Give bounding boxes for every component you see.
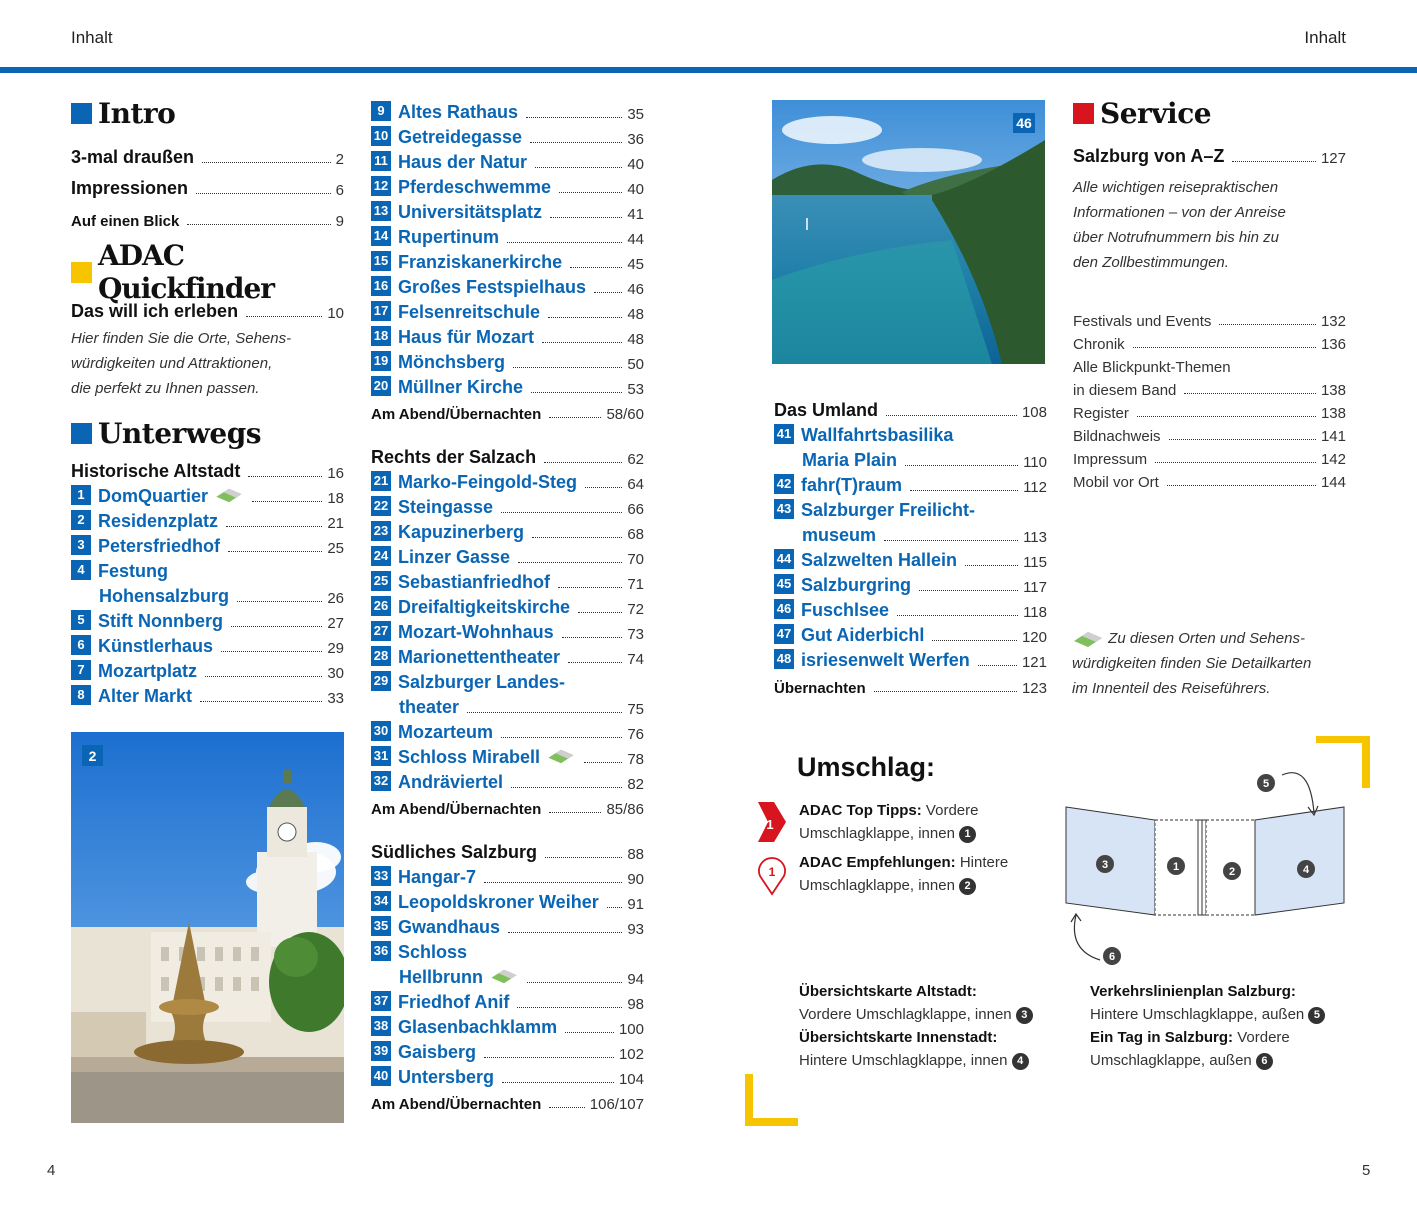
entry-number-badge: 25 [371, 571, 391, 591]
toc-entry[interactable]: 40 Untersberg 104 [371, 1063, 644, 1088]
entry-number-badge: 3 [71, 535, 91, 555]
toc-entry[interactable]: 35 Gwandhaus 93 [371, 913, 644, 938]
toc-entry[interactable]: 31 Schloss Mirabell 78 [371, 743, 644, 768]
quickfinder-description: Hier finden Sie die Orte, Sehens- würdigkeiten und Attraktionen, die perfekt zu Ihnen passen. [71, 330, 292, 397]
suedlich-list [371, 863, 644, 1088]
toc-entry[interactable]: 10 Getreidegasse 36 [371, 123, 644, 148]
cover-maps-right: Verkehrslinienplan Salzburg: Hintere Umschlagklappe, außen 5 Ein Tag in Salzburg: Vordere Umschlagklappe, außen 6 [1090, 980, 1360, 1072]
map-note: Zu diesen Orten und Sehens- würdigkeiten finden Sie Detailkarten im Innenteil des Reiseführers. [1072, 630, 1312, 697]
toc-entry[interactable]: 14 Rupertinum 44 [371, 223, 644, 248]
toc-entry[interactable]: 39 Gaisberg 102 [371, 1038, 644, 1063]
entry-number-badge: 35 [371, 916, 391, 936]
toc-entry[interactable]: 4 Festung [71, 557, 344, 582]
toc-column-1 [71, 95, 344, 707]
toc-entry[interactable]: Mobil vor Ort 144 [1073, 474, 1346, 491]
entry-number-badge: 41 [774, 424, 794, 444]
entry-number-badge: 42 [774, 474, 794, 494]
toc-evening[interactable]: Am Abend/Übernachten 85/86 [371, 801, 644, 818]
toc-entry[interactable]: 7 Mozartplatz 30 [71, 657, 344, 682]
entry-number-badge: 30 [371, 721, 391, 741]
toc-column-4 [1073, 95, 1346, 491]
toc-entry[interactable]: 17 Felsenreitschule 48 [371, 298, 644, 323]
toc-entry[interactable]: 44 Salzwelten Hallein 115 [774, 546, 1047, 571]
number-circle: 3 [1016, 1007, 1033, 1024]
toc-entry-continued[interactable]: Hellbrunn 94 [399, 967, 644, 988]
toc-entry[interactable]: Übernachten 123 [774, 680, 1047, 697]
umland-list [774, 421, 1047, 671]
entry-number-badge: 36 [371, 941, 391, 961]
toc-entry[interactable]: 3-mal draußen 2 [71, 147, 344, 168]
toc-column-2 [371, 98, 644, 1113]
diagram-label-3: 3 [1101, 859, 1109, 871]
entry-number-badge: 37 [371, 991, 391, 1011]
toc-entry[interactable]: 18 Haus für Mozart 48 [371, 323, 644, 348]
entry-number-badge: 28 [371, 646, 391, 666]
entry-number-badge: 11 [371, 151, 391, 171]
toc-entry[interactable]: 33 Hangar-7 90 [371, 863, 644, 888]
entry-number-badge: 33 [371, 866, 391, 886]
toc-entry[interactable]: 2 Residenzplatz 21 [71, 507, 344, 532]
toc-entry[interactable]: 13 Universitätsplatz 41 [371, 198, 644, 223]
toc-entry[interactable]: 22 Steingasse 66 [371, 493, 644, 518]
cover-maps-left: Übersichtskarte Altstadt: Vordere Umschlagklappe, innen 3 Übersichtskarte Innenstadt: Hintere Umschlagklappe, innen 4 [799, 980, 1059, 1072]
entry-number-badge: 22 [371, 496, 391, 516]
entry-number-badge: 44 [774, 549, 794, 569]
toc-entry[interactable]: 5 Stift Nonnberg 27 [71, 607, 344, 632]
toc-entry[interactable]: 23 Kapuzinerberg 68 [371, 518, 644, 543]
diagram-label-2: 2 [1228, 866, 1236, 878]
toc-entry[interactable]: 42 fahr(T)raum 112 [774, 471, 1047, 496]
entry-number-badge: 47 [774, 624, 794, 644]
entry-number-badge: 6 [71, 635, 91, 655]
cover-empfehlungen: ADAC Empfehlungen: Hintere Umschlagklappe, innen 2 [799, 854, 1009, 894]
toc-entry[interactable]: 32 Andräviertel 82 [371, 768, 644, 793]
toc-entry[interactable]: 25 Sebastianfriedhof 71 [371, 568, 644, 593]
toc-entry[interactable]: Impressum 142 [1073, 451, 1346, 468]
unterwegs-list [71, 482, 344, 707]
toc-entry[interactable]: Festivals und Events 132 [1073, 313, 1346, 330]
entry-number-badge: 13 [371, 201, 391, 221]
toc-entry[interactable]: 28 Marionettentheater 74 [371, 643, 644, 668]
toc-entry[interactable]: 11 Haus der Natur 40 [371, 148, 644, 173]
detail-map-icon [214, 486, 244, 504]
toc-column-3 [774, 392, 1047, 697]
entry-number-badge: 32 [371, 771, 391, 791]
toc-entry[interactable]: Alle Blickpunkt-Themen [1073, 359, 1231, 376]
number-circle: 4 [1012, 1053, 1029, 1070]
entry-number-badge: 1 [71, 485, 91, 505]
entry-number-badge: 24 [371, 546, 391, 566]
toc-entry-continued[interactable]: in diesem Band 138 [1073, 382, 1346, 399]
entry-number-badge: 8 [71, 685, 91, 705]
toc-entry[interactable]: 9 Altes Rathaus 35 [371, 98, 644, 123]
diagram-label-6: 6 [1108, 951, 1116, 963]
intro-list [71, 137, 344, 230]
entry-number-badge: 4 [71, 560, 91, 580]
service-list [1073, 307, 1346, 491]
entry-number-badge: 40 [371, 1066, 391, 1086]
detail-map-icon [546, 747, 576, 765]
toc-entry[interactable]: 29 Salzburger Landes- [371, 668, 644, 693]
toc-entry[interactable]: 43 Salzburger Freilicht- [774, 496, 1047, 521]
detail-map-icon [489, 967, 519, 985]
entry-number-badge: 21 [371, 471, 391, 491]
page-number-right: 5 [1362, 1162, 1371, 1179]
toc-entry[interactable]: 41 Wallfahrtsbasilika [774, 421, 1047, 446]
entry-number-badge: 31 [371, 746, 391, 766]
toc-entry[interactable]: 20 Müllner Kirche 53 [371, 373, 644, 398]
number-circle: 5 [1308, 1007, 1325, 1024]
altstadt-list-continued [371, 98, 644, 398]
entry-number-badge: 15 [371, 251, 391, 271]
toc-entry[interactable]: 38 Glasenbachklamm 100 [371, 1013, 644, 1038]
toc-evening[interactable]: Am Abend/Übernachten 58/60 [371, 406, 644, 423]
toc-entry[interactable]: 26 Dreifaltigkeitskirche 72 [371, 593, 644, 618]
toc-entry-continued[interactable]: Hohensalzburg 26 [99, 586, 344, 607]
number-circle: 2 [959, 878, 976, 895]
section-service-title: Service [1073, 95, 1346, 131]
cover-top-tipps: ADAC Top Tipps: Vordere Umschlagklappe, innen 1 [799, 802, 979, 842]
photo-badge: 46 [1013, 113, 1035, 133]
entry-number-badge: 38 [371, 1016, 391, 1036]
toc-entry[interactable]: 8 Alter Markt 33 [71, 682, 344, 707]
toc-entry[interactable]: Impressionen 6 [71, 178, 344, 199]
residenzplatz-image [71, 732, 344, 1123]
toc-entry[interactable]: 1 DomQuartier 18 [71, 482, 344, 507]
toc-entry[interactable]: Salzburg von A–Z 127 [1073, 146, 1346, 167]
diagram-label-1: 1 [1172, 861, 1180, 873]
toc-entry[interactable]: 46 Fuschlsee 118 [774, 596, 1047, 621]
blue-square-icon [71, 423, 92, 444]
map-icon [1072, 629, 1104, 649]
number-circle: 1 [959, 826, 976, 843]
service-description: Alle wichtigen reisepraktischen Informationen – von der Anreise über Notrufnummern bis hin zu den Zollbestimmungen. [1073, 179, 1286, 271]
toc-subsection[interactable]: Das Umland 108 [774, 400, 1047, 421]
toc-entry-continued[interactable]: theater 75 [399, 697, 644, 718]
header-right: Inhalt [1304, 28, 1346, 47]
toc-entry-continued[interactable]: Maria Plain 110 [802, 450, 1047, 471]
entry-number-badge: 27 [371, 621, 391, 641]
entry-number-badge: 18 [371, 326, 391, 346]
section-unterwegs-title: Unterwegs [71, 415, 344, 451]
entry-number-badge: 10 [371, 126, 391, 146]
yellow-square-icon [71, 262, 92, 283]
toc-entry[interactable]: 30 Mozarteum 76 [371, 718, 644, 743]
red-square-icon [1073, 103, 1094, 124]
entry-number-badge: 12 [371, 176, 391, 196]
toc-entry[interactable]: 16 Großes Festspielhaus 46 [371, 273, 644, 298]
toc-entry[interactable]: 34 Leopoldskroner Weiher 91 [371, 888, 644, 913]
diagram-label-5: 5 [1262, 778, 1270, 790]
toc-entry[interactable]: 15 Franziskanerkirche 45 [371, 248, 644, 273]
toc-entry-continued[interactable]: museum 113 [802, 525, 1047, 546]
section-quickfinder-title: ADAC Quickfinder [71, 254, 344, 290]
entry-number-badge: 20 [371, 376, 391, 396]
toc-entry[interactable]: 12 Pferdeschwemme 40 [371, 173, 644, 198]
entry-number-badge: 46 [774, 599, 794, 619]
cover-flap-diagram [1060, 765, 1350, 970]
toc-entry[interactable]: 6 Künstlerhaus 29 [71, 632, 344, 657]
entry-number-badge: 5 [71, 610, 91, 630]
blue-square-icon [71, 103, 92, 124]
empfehlung-pin-icon [756, 856, 788, 896]
entry-number-badge: 2 [71, 510, 91, 530]
section-intro-title: Intro [71, 95, 344, 131]
empfehlung-icon-number: 1 [768, 865, 776, 879]
entry-number-badge: 14 [371, 226, 391, 246]
toc-entry[interactable]: 19 Mönchsberg 50 [371, 348, 644, 373]
toc-subsection[interactable]: Rechts der Salzach 62 [371, 447, 644, 468]
toc-subsection[interactable]: Historische Altstadt 16 [71, 461, 344, 482]
entry-number-badge: 29 [371, 671, 391, 691]
top-tipp-icon-number: 1 [766, 817, 774, 832]
toc-entry[interactable]: 48 isriesenwelt Werfen 121 [774, 646, 1047, 671]
entry-number-badge: 45 [774, 574, 794, 594]
entry-number-badge: 48 [774, 649, 794, 669]
header-left: Inhalt [71, 28, 113, 47]
toc-entry[interactable]: 21 Marko-Feingold-Steg 64 [371, 468, 644, 493]
toc-entry[interactable]: 24 Linzer Gasse 70 [371, 543, 644, 568]
toc-entry[interactable]: 47 Gut Aiderbichl 120 [774, 621, 1047, 646]
header-rule [0, 67, 1417, 73]
entry-number-badge: 17 [371, 301, 391, 321]
toc-entry[interactable]: Das will ich erleben 10 [71, 301, 344, 322]
toc-entry[interactable]: 3 Petersfriedhof 25 [71, 532, 344, 557]
photo-badge: 2 [82, 745, 103, 766]
cover-title: Umschlag: [797, 752, 936, 782]
toc-entry[interactable]: 27 Mozart-Wohnhaus 73 [371, 618, 644, 643]
toc-entry[interactable]: 36 Schloss [371, 938, 644, 963]
yellow-corner-bracket [745, 1074, 799, 1128]
toc-subsection[interactable]: Südliches Salzburg 88 [371, 842, 644, 863]
rechts-list [371, 468, 644, 793]
toc-entry[interactable]: 37 Friedhof Anif 98 [371, 988, 644, 1013]
photo-fuschlsee [772, 100, 1045, 364]
page-number-left: 4 [47, 1162, 56, 1179]
photo-residenzplatz [71, 732, 344, 1123]
entry-number-badge: 26 [371, 596, 391, 616]
toc-entry[interactable]: Bildnachweis 141 [1073, 428, 1346, 445]
diagram-label-4: 4 [1302, 864, 1310, 876]
fuschlsee-image [772, 100, 1045, 364]
top-tipp-arrow-icon [756, 800, 788, 844]
entry-number-badge: 9 [371, 101, 391, 121]
entry-number-badge: 39 [371, 1041, 391, 1061]
entry-number-badge: 16 [371, 276, 391, 296]
toc-entry[interactable]: Auf einen Blick 9 [71, 213, 344, 230]
entry-number-badge: 43 [774, 499, 794, 519]
number-circle: 6 [1256, 1053, 1273, 1070]
entry-number-badge: 19 [371, 351, 391, 371]
entry-number-badge: 23 [371, 521, 391, 541]
entry-number-badge: 7 [71, 660, 91, 680]
toc-entry[interactable]: 45 Salzburgring 117 [774, 571, 1047, 596]
toc-entry[interactable]: Chronik 136 [1073, 336, 1346, 353]
toc-evening[interactable]: Am Abend/Übernachten 106/107 [371, 1096, 644, 1113]
entry-number-badge: 34 [371, 891, 391, 911]
toc-entry[interactable]: Register 138 [1073, 405, 1346, 422]
